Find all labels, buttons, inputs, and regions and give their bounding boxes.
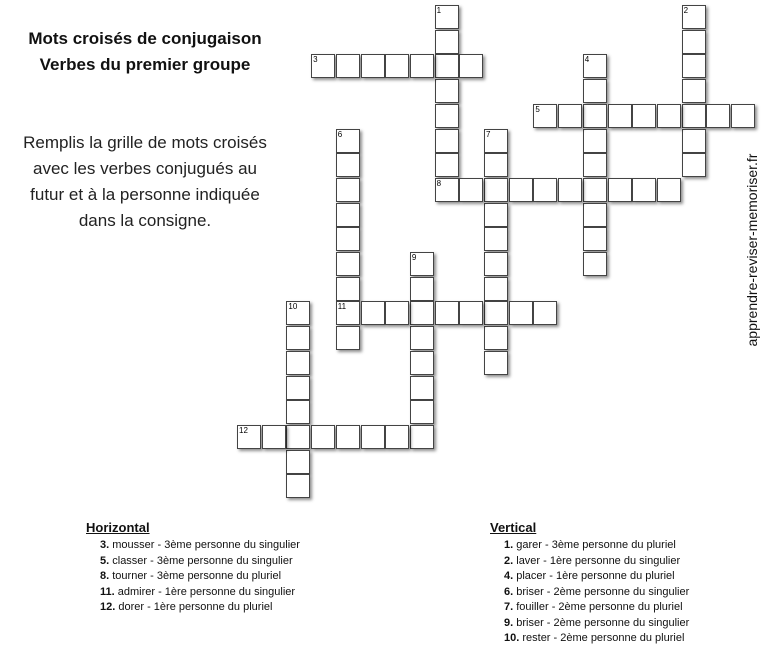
vertical-clues (490, 520, 689, 647)
clue-text: laver - 1ère personne du singulier (513, 554, 681, 567)
crossword-cell[interactable] (459, 54, 483, 78)
crossword-cell[interactable] (558, 104, 582, 128)
crossword-cell[interactable] (583, 104, 607, 128)
clue-item (86, 600, 300, 616)
crossword-cell[interactable] (682, 153, 706, 177)
title-line-2: Verbes du premier groupe (39, 55, 251, 74)
clue-number-label: 7 (486, 129, 491, 139)
crossword-cell[interactable] (509, 301, 533, 325)
crossword-cell[interactable] (459, 301, 483, 325)
watermark-text: apprendre-reviser-memoriser.fr (744, 153, 760, 347)
crossword-cell[interactable] (435, 129, 459, 153)
title-line-1: Mots croisés de conjugaison (28, 29, 262, 48)
clue-number-label: 2 (683, 6, 689, 15)
crossword-cell[interactable] (286, 326, 310, 350)
clue-number-label: 9 (411, 253, 417, 262)
clue-item (86, 538, 300, 554)
crossword-cell[interactable] (484, 252, 508, 276)
crossword-cell[interactable] (435, 153, 459, 177)
crossword-cell[interactable] (410, 326, 434, 350)
crossword-cell[interactable] (410, 301, 434, 325)
clue-number: 11. (100, 585, 115, 598)
clue-text: briser - 2ème personne du singulier (513, 585, 690, 598)
crossword-cell[interactable] (435, 104, 459, 128)
clue-text: briser - 2ème personne du singulier (513, 616, 690, 629)
crossword-cell[interactable] (336, 277, 360, 301)
clue-number-label: 5 (535, 104, 540, 114)
clue-text: placer - 1ère personne du pluriel (513, 570, 675, 582)
crossword-cell[interactable] (336, 252, 360, 276)
clue-number: 5. (100, 554, 110, 567)
crossword-cell[interactable] (583, 54, 607, 78)
crossword-cell[interactable] (336, 203, 360, 227)
crossword-cell[interactable] (657, 178, 681, 202)
clue-item (490, 600, 689, 616)
clue-text: admirer - 1ère personne du singulier (114, 585, 296, 598)
crossword-cell[interactable] (583, 153, 607, 177)
clue-number-label: 6 (337, 129, 343, 139)
clue-number: 12. (100, 601, 116, 613)
clue-item (86, 585, 300, 601)
clue-number-label: 12 (239, 425, 248, 435)
clue-item (490, 631, 689, 647)
clue-text: fouiller - 2ème personne du pluriel (513, 601, 683, 613)
vertical-heading: Vertical (490, 520, 537, 535)
crossword-cell[interactable] (336, 153, 360, 177)
crossword-cell[interactable] (286, 450, 310, 474)
crossword-cell[interactable] (682, 129, 706, 153)
instruction-line: Remplis la grille de mots croisés (23, 133, 267, 152)
crossword-cell[interactable] (533, 178, 557, 202)
crossword-cell[interactable] (682, 104, 706, 128)
crossword-cell[interactable] (361, 301, 385, 325)
clue-item (490, 538, 689, 554)
crossword-cell[interactable] (286, 425, 310, 449)
crossword-cell[interactable] (435, 301, 459, 325)
crossword-cell[interactable] (237, 425, 261, 449)
crossword-cell[interactable] (706, 104, 730, 128)
crossword-cell[interactable] (459, 178, 483, 202)
crossword-cell[interactable] (484, 277, 508, 301)
crossword-cell[interactable] (336, 425, 360, 449)
crossword-cell[interactable] (410, 425, 434, 449)
clue-item (86, 569, 300, 585)
clue-item (86, 554, 300, 570)
crossword-cell[interactable] (484, 129, 508, 153)
clue-text: garer - 3ème personne du pluriel (513, 539, 676, 551)
crossword-cell[interactable] (336, 227, 360, 251)
clue-number: 8. (100, 570, 110, 582)
crossword-cell[interactable] (682, 5, 706, 29)
clue-item (490, 569, 689, 585)
crossword-cell[interactable] (484, 203, 508, 227)
clue-number-label: 8 (436, 178, 442, 188)
crossword-cell[interactable] (682, 54, 706, 78)
crossword-cell[interactable] (731, 104, 755, 128)
clue-item (490, 585, 689, 601)
horizontal-clues (86, 520, 300, 616)
clue-number: 4. (504, 570, 514, 582)
crossword-cell[interactable] (583, 178, 607, 202)
crossword-cell[interactable] (608, 178, 632, 202)
crossword-cell[interactable] (484, 227, 508, 251)
crossword-cell[interactable] (484, 326, 508, 350)
crossword-cell[interactable] (410, 252, 434, 276)
crossword-cell[interactable] (533, 104, 557, 128)
crossword-cell[interactable] (632, 178, 656, 202)
clue-text: tourner - 3ème personne du pluriel (109, 570, 282, 582)
crossword-cell[interactable] (311, 54, 335, 78)
clue-number: 6. (504, 585, 514, 598)
clue-number-label: 3 (313, 55, 318, 65)
crossword-cell[interactable] (484, 178, 508, 202)
clue-number-label: 1 (436, 6, 442, 15)
crossword-cell[interactable] (410, 54, 434, 78)
instruction-line: futur et à la personne indiquée (30, 185, 260, 204)
crossword-cell[interactable] (336, 54, 360, 78)
crossword-cell[interactable] (657, 104, 681, 128)
crossword-cell[interactable] (286, 301, 310, 325)
crossword-cell[interactable] (435, 178, 459, 202)
clue-item (490, 616, 689, 632)
instruction-line: dans la consigne. (78, 211, 212, 230)
crossword-cell[interactable] (410, 376, 434, 400)
crossword-cell[interactable] (286, 351, 310, 375)
crossword-cell[interactable] (435, 79, 459, 103)
crossword-cell[interactable] (583, 203, 607, 227)
crossword-cell[interactable] (682, 79, 706, 103)
clue-number-label: 10 (288, 302, 298, 312)
crossword-cell[interactable] (509, 178, 533, 202)
crossword-cell[interactable] (533, 301, 557, 325)
clue-number: 9. (504, 616, 514, 629)
crossword-cell[interactable] (286, 376, 310, 400)
crossword-cell[interactable] (410, 400, 434, 424)
crossword-cell[interactable] (608, 104, 632, 128)
crossword-cell[interactable] (583, 252, 607, 276)
clue-number: 3. (100, 539, 110, 551)
crossword-cell[interactable] (632, 104, 656, 128)
instruction-line: avec les verbes conjugués au (33, 159, 257, 178)
crossword-cell[interactable] (361, 425, 385, 449)
clue-text: mousser - 3ème personne du singulier (109, 539, 300, 551)
crossword-cell[interactable] (583, 79, 607, 103)
clue-item (490, 554, 689, 570)
clue-number: 10. (504, 632, 520, 644)
clue-number: 7. (504, 601, 514, 613)
crossword-cell[interactable] (484, 153, 508, 177)
crossword-cell[interactable] (484, 351, 508, 375)
crossword-cell[interactable] (336, 326, 360, 350)
crossword-cell[interactable] (583, 129, 607, 153)
crossword-cell[interactable] (682, 30, 706, 54)
crossword-cell[interactable] (361, 54, 385, 78)
crossword-cell[interactable] (385, 54, 409, 78)
crossword-cell[interactable] (435, 30, 459, 54)
crossword-cell[interactable] (286, 474, 310, 498)
crossword-cell[interactable] (435, 54, 459, 78)
crossword-cell[interactable] (311, 425, 335, 449)
crossword-cell[interactable] (484, 301, 508, 325)
crossword-cell[interactable] (410, 277, 434, 301)
crossword-cell[interactable] (336, 178, 360, 202)
clue-text: rester - 2ème personne du pluriel (519, 632, 685, 644)
crossword-cell[interactable] (385, 425, 409, 449)
crossword-cell[interactable] (410, 351, 434, 375)
clue-text: classer - 3ème personne du singulier (109, 554, 293, 567)
crossword-cell[interactable] (558, 178, 582, 202)
crossword-cell[interactable] (286, 400, 310, 424)
crossword-cell[interactable] (385, 301, 409, 325)
clue-text: dorer - 1ère personne du pluriel (115, 601, 273, 613)
horizontal-heading: Horizontal (86, 520, 150, 535)
crossword-cell[interactable] (336, 301, 360, 325)
crossword-cell[interactable] (583, 227, 607, 251)
clue-number: 2. (504, 554, 514, 567)
clue-number: 1. (504, 539, 514, 551)
crossword-cell[interactable] (262, 425, 286, 449)
crossword-cell[interactable] (435, 5, 459, 29)
clue-number-label: 4 (584, 55, 590, 65)
crossword-cell[interactable] (336, 129, 360, 153)
clue-number-label: 11 (337, 302, 347, 312)
